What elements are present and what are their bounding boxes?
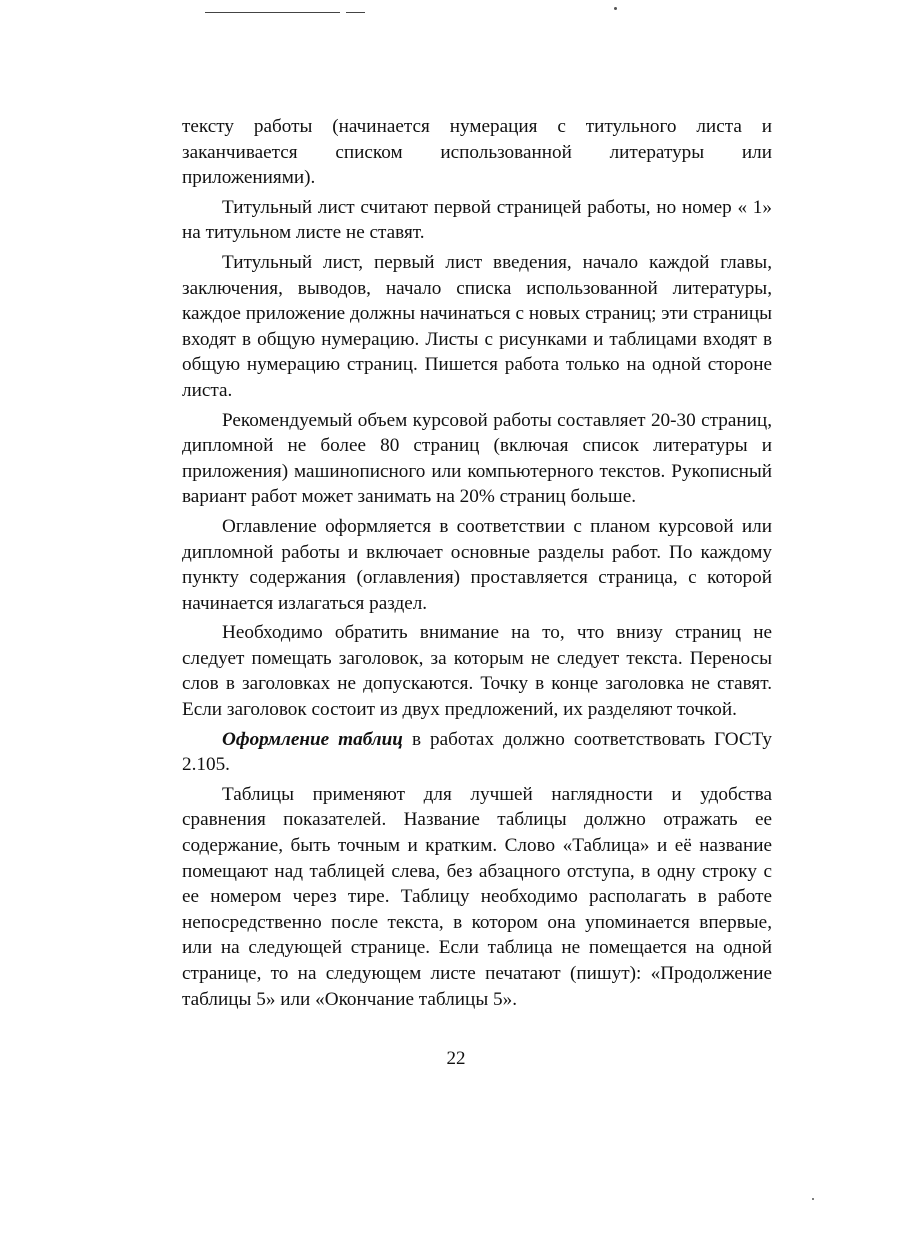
scan-speck xyxy=(614,7,617,10)
paragraph-continuation: тексту работы (начинается нумерация с титульного листа и заканчивается списком использованной литературы или приложениями). xyxy=(182,116,772,189)
tables-intro-text: в работах должно соответствовать ГОСТу 2.105. xyxy=(182,728,772,776)
paragraph-title-page: Титульный лист считают первой страницей работы, но номер « 1» на титульном листе не ставят. xyxy=(182,196,772,244)
scan-speck xyxy=(812,1198,814,1200)
paragraph-contents: Оглавление оформляется в соответствии с планом курсовой или дипломной работы и включает основные разделы работ. По каждому пункту содержания (оглавления) проставляется страница, с которой начинается излагаться раздел. xyxy=(182,515,772,614)
paragraph-volume: Рекомендуемый объем курсовой работы составляет 20-30 страниц, дипломной не более 80 страниц (включая список литературы и приложения) машинописного или компьютерного текстов. Рукописный вариант работ может занимать на 20% страниц больше. xyxy=(182,409,772,508)
body-text xyxy=(182,114,772,1016)
tables-heading-emphasis: Оформление таблиц xyxy=(222,728,403,750)
paragraph-new-pages: Титульный лист, первый лист введения, начало каждой главы, заключения, выводов, начало списка использованной литературы, каждое приложение должны начинаться с новых страниц; эти страницы входят в общую нумерацию. Листы с рисунками и таблицами входят в общую нумерацию страниц. Пишется работа только на одной стороне листа. xyxy=(182,251,772,401)
paragraph-tables-rules: Таблицы применяют для лучшей наглядности и удобства сравнения показателей. Название таблицы должно отражать ее содержание, быть точным и кратким. Слово «Таблица» и её название помещают над таблицей слева, без абзацного отступа, в одну строку с ее номером через тире. Таблицу необходимо располагать в работе непосредственно после текста, в котором она упоминается впервые, или на следующей странице. Если таблица не помещается на одной странице, то на следующем листе печатают (пишут): «Продолжение таблицы 5» или «Окончание таблицы 5». xyxy=(182,783,772,1010)
paragraph-headings: Необходимо обратить внимание на то, что внизу страниц не следует помещать заголовок, за которым не следует текста. Переносы слов в заголовках не допускаются. Точку в конце заголовка не ставят. Если заголовок состоит из двух предложений, их разделяют точкой. xyxy=(182,622,772,721)
paragraph-tables-intro xyxy=(182,727,772,778)
page-number: 22 xyxy=(446,1048,466,1069)
top-rule-gap xyxy=(340,10,346,15)
